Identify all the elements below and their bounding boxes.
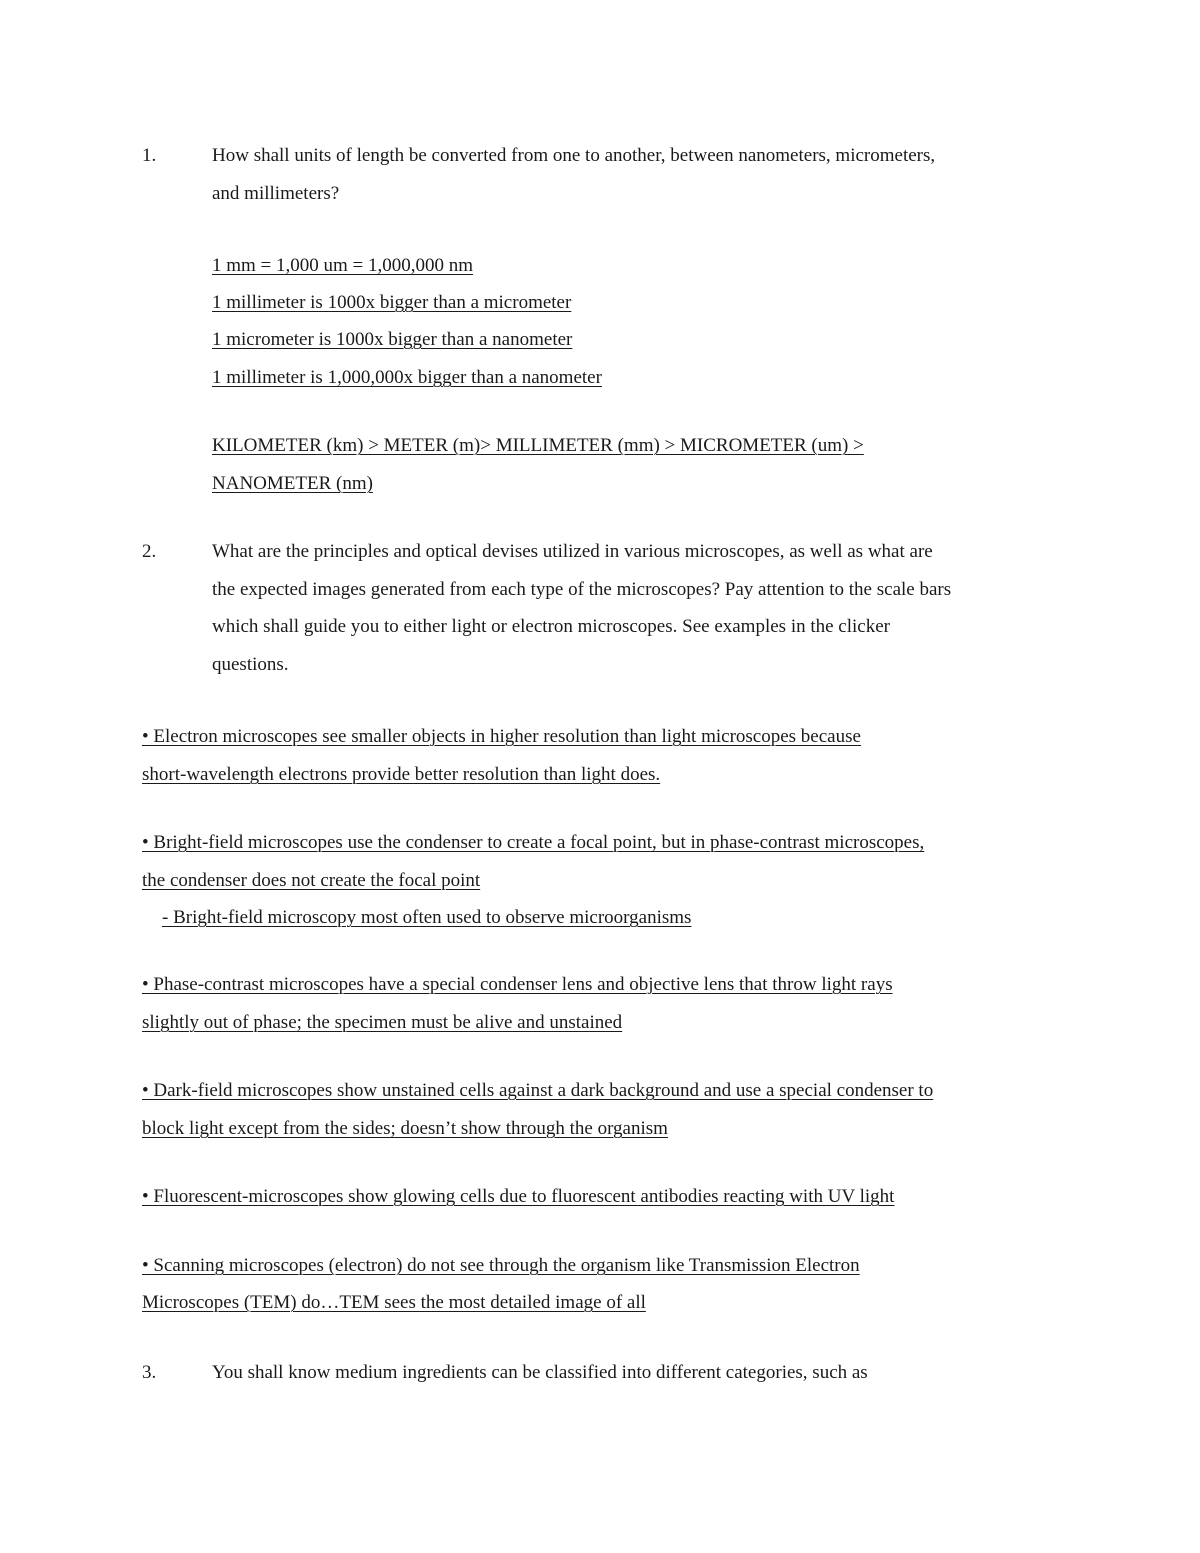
- brightfield-bullet-line-2: the condenser does not create the focal point: [142, 870, 481, 891]
- fluorescent-bullet: • Fluorescent-microscopes show glowing cells due to fluorescent antibodies reacting with UV light: [142, 1186, 895, 1207]
- phase-contrast-bullet-line-1: • Phase-contrast microscopes have a special condenser lens and objective lens that throw light rays: [142, 974, 893, 995]
- conversion-line-4: 1 millimeter is 1,000,000x bigger than a nanometer: [212, 367, 602, 388]
- question-1-text-line-2: and millimeters?: [212, 183, 340, 204]
- brightfield-bullet-line-1: • Bright-field microscopes use the condenser to create a focal point, but in phase-contrast microscopes,: [142, 832, 925, 853]
- darkfield-bullet-line-1: • Dark-field microscopes show unstained cells against a dark background and use a special condenser to: [142, 1080, 934, 1101]
- question-2-text-line-3: which shall guide you to either light or electron microscopes. See examples in the clicker: [212, 616, 890, 637]
- question-1-text-line-1: How shall units of length be converted from one to another, between nanometers, micrometers,: [212, 145, 936, 166]
- unit-ordering-line-2: NANOMETER (nm): [212, 473, 373, 494]
- unit-ordering-line-1: KILOMETER (km) > METER (m)> MILLIMETER (mm) > MICROMETER (um) >: [212, 435, 864, 456]
- scanning-bullet-line-1: • Scanning microscopes (electron) do not see through the organism like Transmission Electron: [142, 1255, 860, 1276]
- conversion-line-1: 1 mm = 1,000 um = 1,000,000 nm: [212, 255, 474, 276]
- darkfield-bullet-line-2: block light except from the sides; doesn’t show through the organism: [142, 1118, 668, 1139]
- question-2-text-line-1: What are the principles and optical devises utilized in various microscopes, as well as what are: [212, 541, 933, 562]
- electron-bullet-line-2: short-wavelength electrons provide better resolution than light does.: [142, 764, 661, 785]
- question-2-text-line-2: the expected images generated from each type of the microscopes? Pay attention to the scale bars: [212, 579, 952, 600]
- conversion-line-2: 1 millimeter is 1000x bigger than a micrometer: [212, 292, 572, 313]
- brightfield-sub-bullet: - Bright-field microscopy most often used to observe microorganisms: [162, 907, 692, 928]
- phase-contrast-bullet-line-2: slightly out of phase; the specimen must be alive and unstained: [142, 1012, 623, 1033]
- question-3-text-line-1: You shall know medium ingredients can be classified into different categories, such as: [212, 1362, 868, 1383]
- question-1-number: 1.: [142, 145, 157, 166]
- electron-bullet-line-1: • Electron microscopes see smaller objects in higher resolution than light microscopes because: [142, 726, 861, 747]
- conversion-line-3: 1 micrometer is 1000x bigger than a nanometer: [212, 329, 573, 350]
- question-2-number: 2.: [142, 541, 157, 562]
- question-3-number: 3.: [142, 1362, 157, 1383]
- scanning-bullet-line-2: Microscopes (TEM) do…TEM sees the most detailed image of all: [142, 1292, 646, 1313]
- question-2-text-line-4: questions.: [212, 654, 289, 675]
